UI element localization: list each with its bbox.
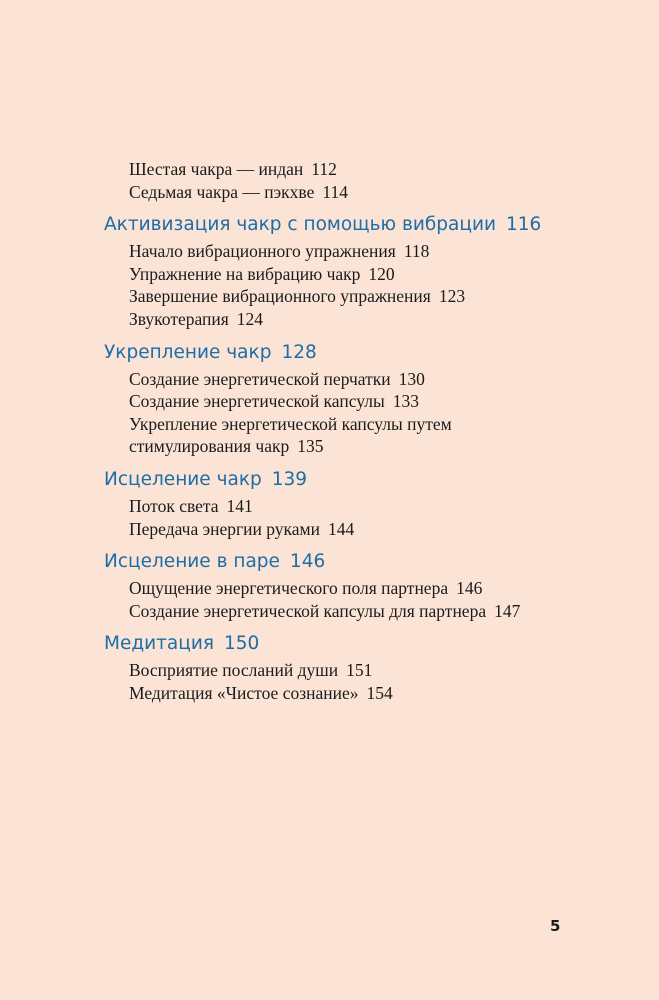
toc-entry-page: 114 bbox=[322, 181, 348, 202]
section-page: 146 bbox=[289, 551, 326, 573]
section-title: Укрепление чакр bbox=[104, 341, 272, 363]
table-of-contents bbox=[104, 158, 604, 707]
toc-entry-page: 154 bbox=[366, 682, 393, 703]
toc-entry-page: 144 bbox=[328, 518, 355, 539]
toc-entry-title: Медитация «Чистое сознание» bbox=[129, 682, 359, 703]
toc-section-entries bbox=[104, 495, 604, 540]
toc-entry-title: Завершение вибрационного упражнения bbox=[129, 286, 431, 307]
toc-leading-entries bbox=[104, 158, 604, 203]
toc-entry-title: Ощущение энергетического поля партнера bbox=[129, 578, 449, 599]
toc-entry-page: 118 bbox=[403, 241, 430, 262]
toc-entry-page: 135 bbox=[297, 436, 324, 457]
toc-entry bbox=[104, 518, 604, 541]
toc-entry-title: Шестая чакра — индан bbox=[129, 159, 304, 179]
section-title: Медитация bbox=[104, 633, 215, 655]
toc-entry-page: 151 bbox=[346, 660, 373, 681]
section-title: Исцеление в паре bbox=[104, 551, 280, 573]
section-title: Исцеление чакр bbox=[104, 468, 262, 490]
toc-entry bbox=[104, 263, 604, 286]
section-title: Активизация чакр с помощью вибрации bbox=[104, 214, 496, 236]
section-page: 128 bbox=[281, 341, 317, 363]
toc-entry-page: 147 bbox=[494, 600, 521, 621]
section-page: 150 bbox=[224, 633, 260, 655]
toc-entry-page: 123 bbox=[438, 286, 466, 307]
toc-entry-title: Передача энергии руками bbox=[129, 518, 320, 539]
toc-entry bbox=[104, 390, 604, 413]
toc-entry bbox=[104, 682, 604, 705]
section-page: 116 bbox=[506, 214, 542, 236]
toc-entry bbox=[104, 368, 604, 391]
toc-entry-page: 133 bbox=[392, 391, 419, 412]
toc-entry bbox=[104, 240, 604, 263]
toc-entry bbox=[104, 158, 604, 181]
toc-entry bbox=[104, 181, 604, 204]
toc-section-entries bbox=[104, 577, 604, 622]
section-page: 139 bbox=[271, 468, 308, 490]
toc-entry-title: Звукотерапия bbox=[129, 308, 229, 329]
toc-entry-title: стимулирования чакр bbox=[129, 436, 290, 457]
toc-section-heading bbox=[104, 340, 604, 366]
toc-entry-title: Упражнение на вибрацию чакр bbox=[129, 263, 361, 284]
toc-entry bbox=[104, 285, 604, 308]
toc-entry-title: Начало вибрационного упражнения bbox=[129, 241, 396, 262]
toc-entry-page: 112 bbox=[311, 159, 337, 179]
toc-entry-title: Восприятие посланий души bbox=[129, 660, 339, 681]
toc-section-heading bbox=[104, 212, 604, 238]
toc-entry-title: Создание энергетической капсулы для партнера bbox=[129, 600, 487, 621]
toc-entry-page: 124 bbox=[236, 308, 264, 329]
toc-section-entries bbox=[104, 659, 604, 704]
toc-entry-title: Создание энергетической капсулы bbox=[129, 391, 385, 412]
toc-section-heading bbox=[104, 467, 604, 493]
toc-entry bbox=[104, 308, 604, 331]
toc-section-heading bbox=[104, 631, 604, 657]
toc-entry bbox=[104, 435, 604, 458]
toc-section-entries bbox=[104, 368, 604, 458]
toc-section-heading bbox=[104, 549, 604, 575]
toc-entry-title: Укрепление энергетической капсулы путем bbox=[129, 413, 452, 434]
toc-entry bbox=[104, 413, 604, 436]
toc-entry-title: Седьмая чакра — пэкхве bbox=[129, 181, 315, 202]
toc-entry bbox=[104, 600, 604, 623]
page-number: 5 bbox=[550, 917, 561, 935]
toc-entry-page: 141 bbox=[226, 495, 253, 516]
toc-entry-page: 130 bbox=[398, 368, 425, 389]
toc-entry-page: 146 bbox=[456, 578, 483, 599]
toc-entry-title: Поток света bbox=[129, 495, 219, 516]
toc-entry bbox=[104, 577, 604, 600]
toc-entry-page: 120 bbox=[368, 263, 395, 284]
toc-entry-title: Создание энергетической перчатки bbox=[129, 368, 391, 389]
toc-section-entries bbox=[104, 240, 604, 330]
toc-entry bbox=[104, 495, 604, 518]
toc-entry bbox=[104, 659, 604, 682]
